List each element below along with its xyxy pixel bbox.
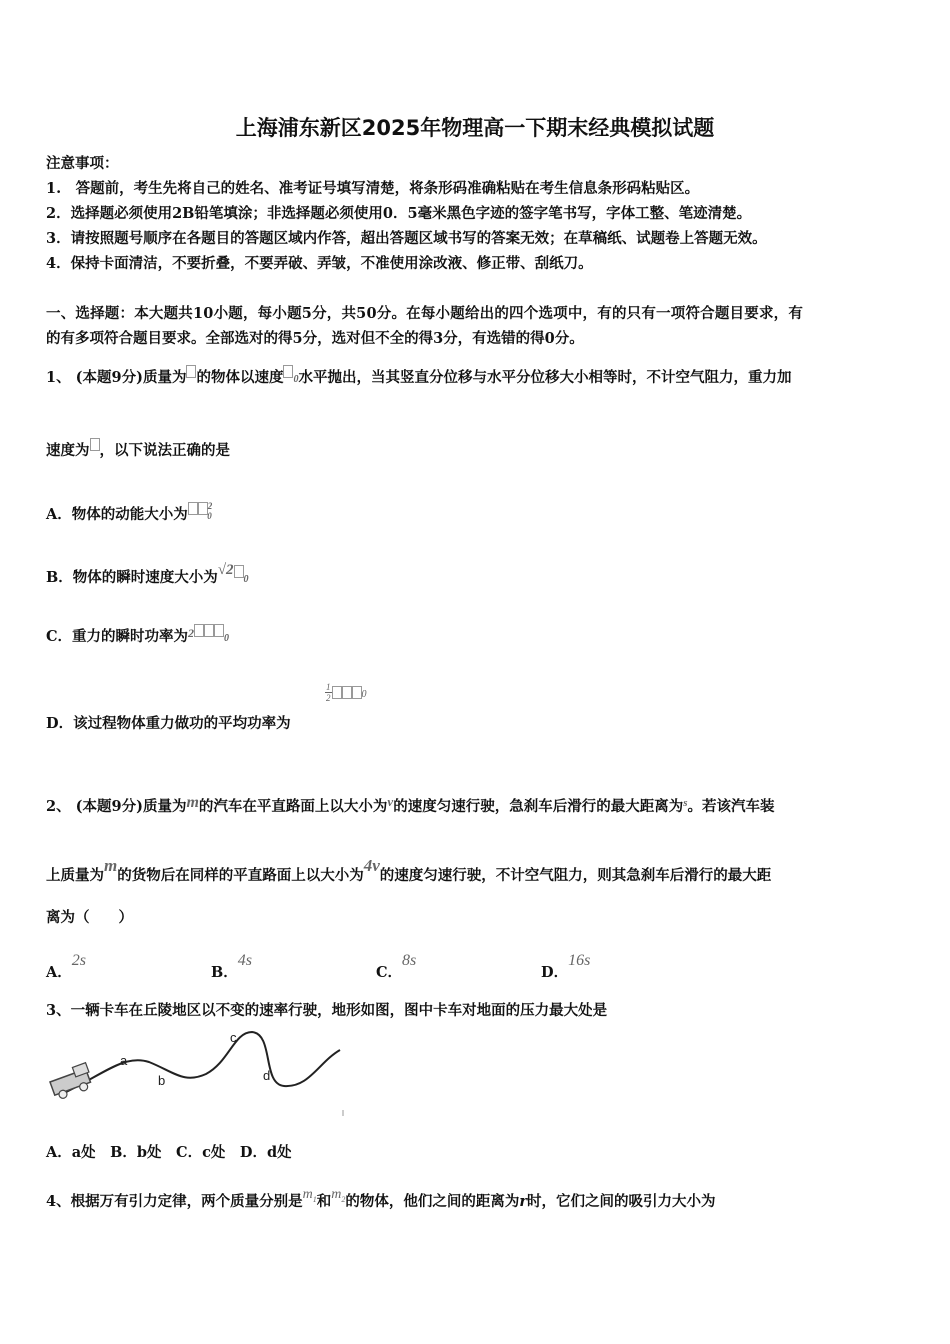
question-3-options[interactable]: A．a处 B．b处 C．c处 D．d处 — [46, 1144, 292, 1161]
question-2-line3: 离为（ ） — [46, 909, 133, 926]
label-b: b — [158, 1073, 166, 1088]
label-c: c — [230, 1030, 237, 1045]
question-1-line2: 速度为 ，以下说法正确的是 — [46, 438, 230, 460]
question-4-text: 4、根据万有引力定律，两个质量分别是$m_1$和$m_2$的物体，他们之间的距离为r时，它们之间的吸引力大小为 — [46, 1187, 716, 1210]
math-placeholder — [186, 365, 196, 378]
q2-option-a[interactable]: A．2s — [46, 952, 86, 981]
notice-item: 3．请按照题号顺序在各题目的答题区域内作答，超出答题区域书写的答案无效；在草稿纸、试题卷上答题无效。 — [46, 230, 767, 247]
question-3-text: 3、一辆卡车在丘陵地区以不变的速率行驶，地形如图，图中卡车对地面的压力最大处是 — [46, 1002, 608, 1019]
question-score: (本题9分) — [75, 369, 143, 386]
option-b[interactable]: B．物体的瞬时速度大小为√20 — [46, 562, 249, 586]
page-title: 上海浦东新区2025年物理高一下期末经典模拟试题 — [235, 116, 715, 140]
terrain-curve — [62, 1032, 340, 1094]
notice-item: 4．保持卡面清洁，不要折叠，不要弄破、弄皱，不准使用涂改液、修正带、刮纸刀。 — [46, 255, 593, 272]
section-line: 一、选择题：本大题共10小题，每小题5分，共50分。在每小题给出的四个选项中，有的只有一项符合题目要求，有 — [46, 305, 804, 322]
q2-option-c[interactable]: C．8s — [376, 952, 417, 981]
terrain-figure — [44, 1022, 354, 1122]
truck-icon — [48, 1063, 94, 1101]
math-placeholder — [90, 438, 100, 451]
question-2-line2: 上质量为m的货物后在同样的平直路面上以大小为4v的速度匀速行驶，不计空气阻力，则其急刹车后滑行的最大距 — [46, 856, 772, 884]
option-a[interactable]: A．物体的动能大小为 $^2$0 — [46, 501, 213, 523]
notice-item: 2．选择题必须使用2B铅笔填涂；非选择题必须使用0．5毫米黑色字迹的签字笔书写，字体工整、笔迹清楚。 — [46, 205, 752, 222]
section-line: 的有多项符合题目要求。全部选对的得5分，选对但不全的得3分，有选错的得0分。 — [46, 330, 584, 347]
question-number: 1、 — [46, 369, 71, 386]
notice-item: 1. 答题前，考生先将自己的姓名、准考证号填写清楚，将条形码准确粘贴在考生信息条形码粘贴区。 — [46, 180, 700, 197]
q2-option-b[interactable]: B．4s — [211, 952, 252, 981]
question-2-line1: 2、 (本题9分)质量为m的汽车在平直路面上以大小为v的速度匀速行驶，急刹车后滑行的最大距离为$^s$。若该汽车装 — [46, 794, 775, 815]
notice-heading: 注意事项： — [46, 155, 119, 172]
option-c[interactable]: C．重力的瞬时功率为$^2$ 0 — [46, 626, 230, 645]
math-placeholder — [283, 365, 293, 378]
option-d[interactable]: D．该过程物体重力做功的平均功率为 — [46, 715, 291, 732]
question-1-line1: 1、 (本题9分)质量为 的物体以速度 0水平抛出，当其竖直分位移与水平分位移大小相等时，不计空气阻力，重力加 — [46, 365, 791, 387]
option-d-formula: $\frac{1}{2} 0$ — [326, 682, 367, 703]
label-d: d — [263, 1068, 271, 1083]
q2-option-d[interactable]: D．16s — [541, 952, 591, 981]
label-a: a — [120, 1053, 128, 1068]
